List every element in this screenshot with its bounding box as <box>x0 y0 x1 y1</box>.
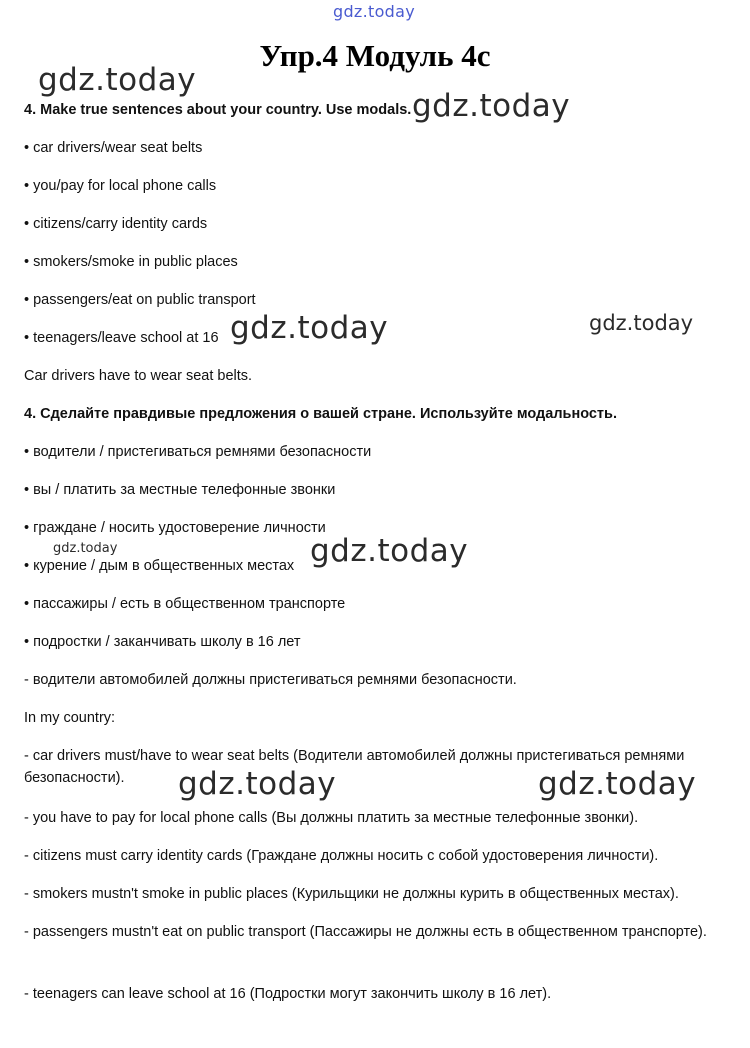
watermark: gdz.today <box>230 310 389 346</box>
example-sentence-en: Car drivers have to wear seat belts. <box>24 368 253 384</box>
list-item: • вы / платить за местные телефонные звонки <box>24 482 336 498</box>
watermark: gdz.today <box>53 541 118 556</box>
answer-item: - car drivers must/have to wear seat belts (Водители автомобилей должны пристегиваться ремнями безопасности). <box>24 748 685 786</box>
answer-item: - smokers mustn't smoke in public places (Курильщики не должны курить в общественных местах). <box>24 886 679 902</box>
list-item: • passengers/eat on public transport <box>24 292 256 308</box>
list-item: • подростки / заканчивать школу в 16 лет <box>24 634 301 650</box>
list-item: • car drivers/wear seat belts <box>24 140 203 156</box>
list-item: • you/pay for local phone calls <box>24 178 217 194</box>
answer-item: - citizens must carry identity cards (Граждане должны носить с собой удостоверения личности). <box>24 848 659 864</box>
list-item: • курение / дым в общественных местах <box>24 558 295 574</box>
list-item: • teenagers/leave school at 16 <box>24 330 219 346</box>
list-item: • smokers/smoke in public places <box>24 254 238 270</box>
watermark: gdz.today <box>178 766 337 802</box>
answer-item: - teenagers can leave school at 16 (Подростки могут закончить школу в 16 лет). <box>24 986 552 1002</box>
answer-item: - you have to pay for local phone calls (Вы должны платить за местные телефонные звонки). <box>24 810 639 826</box>
answers-intro: In my country: <box>24 710 116 726</box>
watermark: gdz.today <box>310 533 469 569</box>
watermark: gdz.today <box>589 311 694 335</box>
list-item: • водители / пристегиваться ремнями безопасности <box>24 444 372 460</box>
list-item: • пассажиры / есть в общественном транспорте <box>24 596 346 612</box>
task-heading-ru: 4. Сделайте правдивые предложения о вашей стране. Используйте модальность. <box>24 406 617 422</box>
page-title: Упр.4 Модуль 4c <box>259 38 491 73</box>
header-watermark: gdz.today <box>333 2 415 21</box>
list-item: • граждане / носить удостоверение личности <box>24 520 326 536</box>
task-heading-en: 4. Make true sentences about your country. Use modals. <box>24 102 412 118</box>
watermark: gdz.today <box>38 62 197 98</box>
watermark: gdz.today <box>412 88 571 124</box>
list-item: • citizens/carry identity cards <box>24 216 208 232</box>
watermark: gdz.today <box>538 766 697 802</box>
example-sentence-ru: - водители автомобилей должны пристегиваться ремнями безопасности. <box>24 672 517 688</box>
answer-item: - passengers mustn't eat on public transport (Пассажиры не должны есть в общественном транспорте). <box>24 924 707 940</box>
